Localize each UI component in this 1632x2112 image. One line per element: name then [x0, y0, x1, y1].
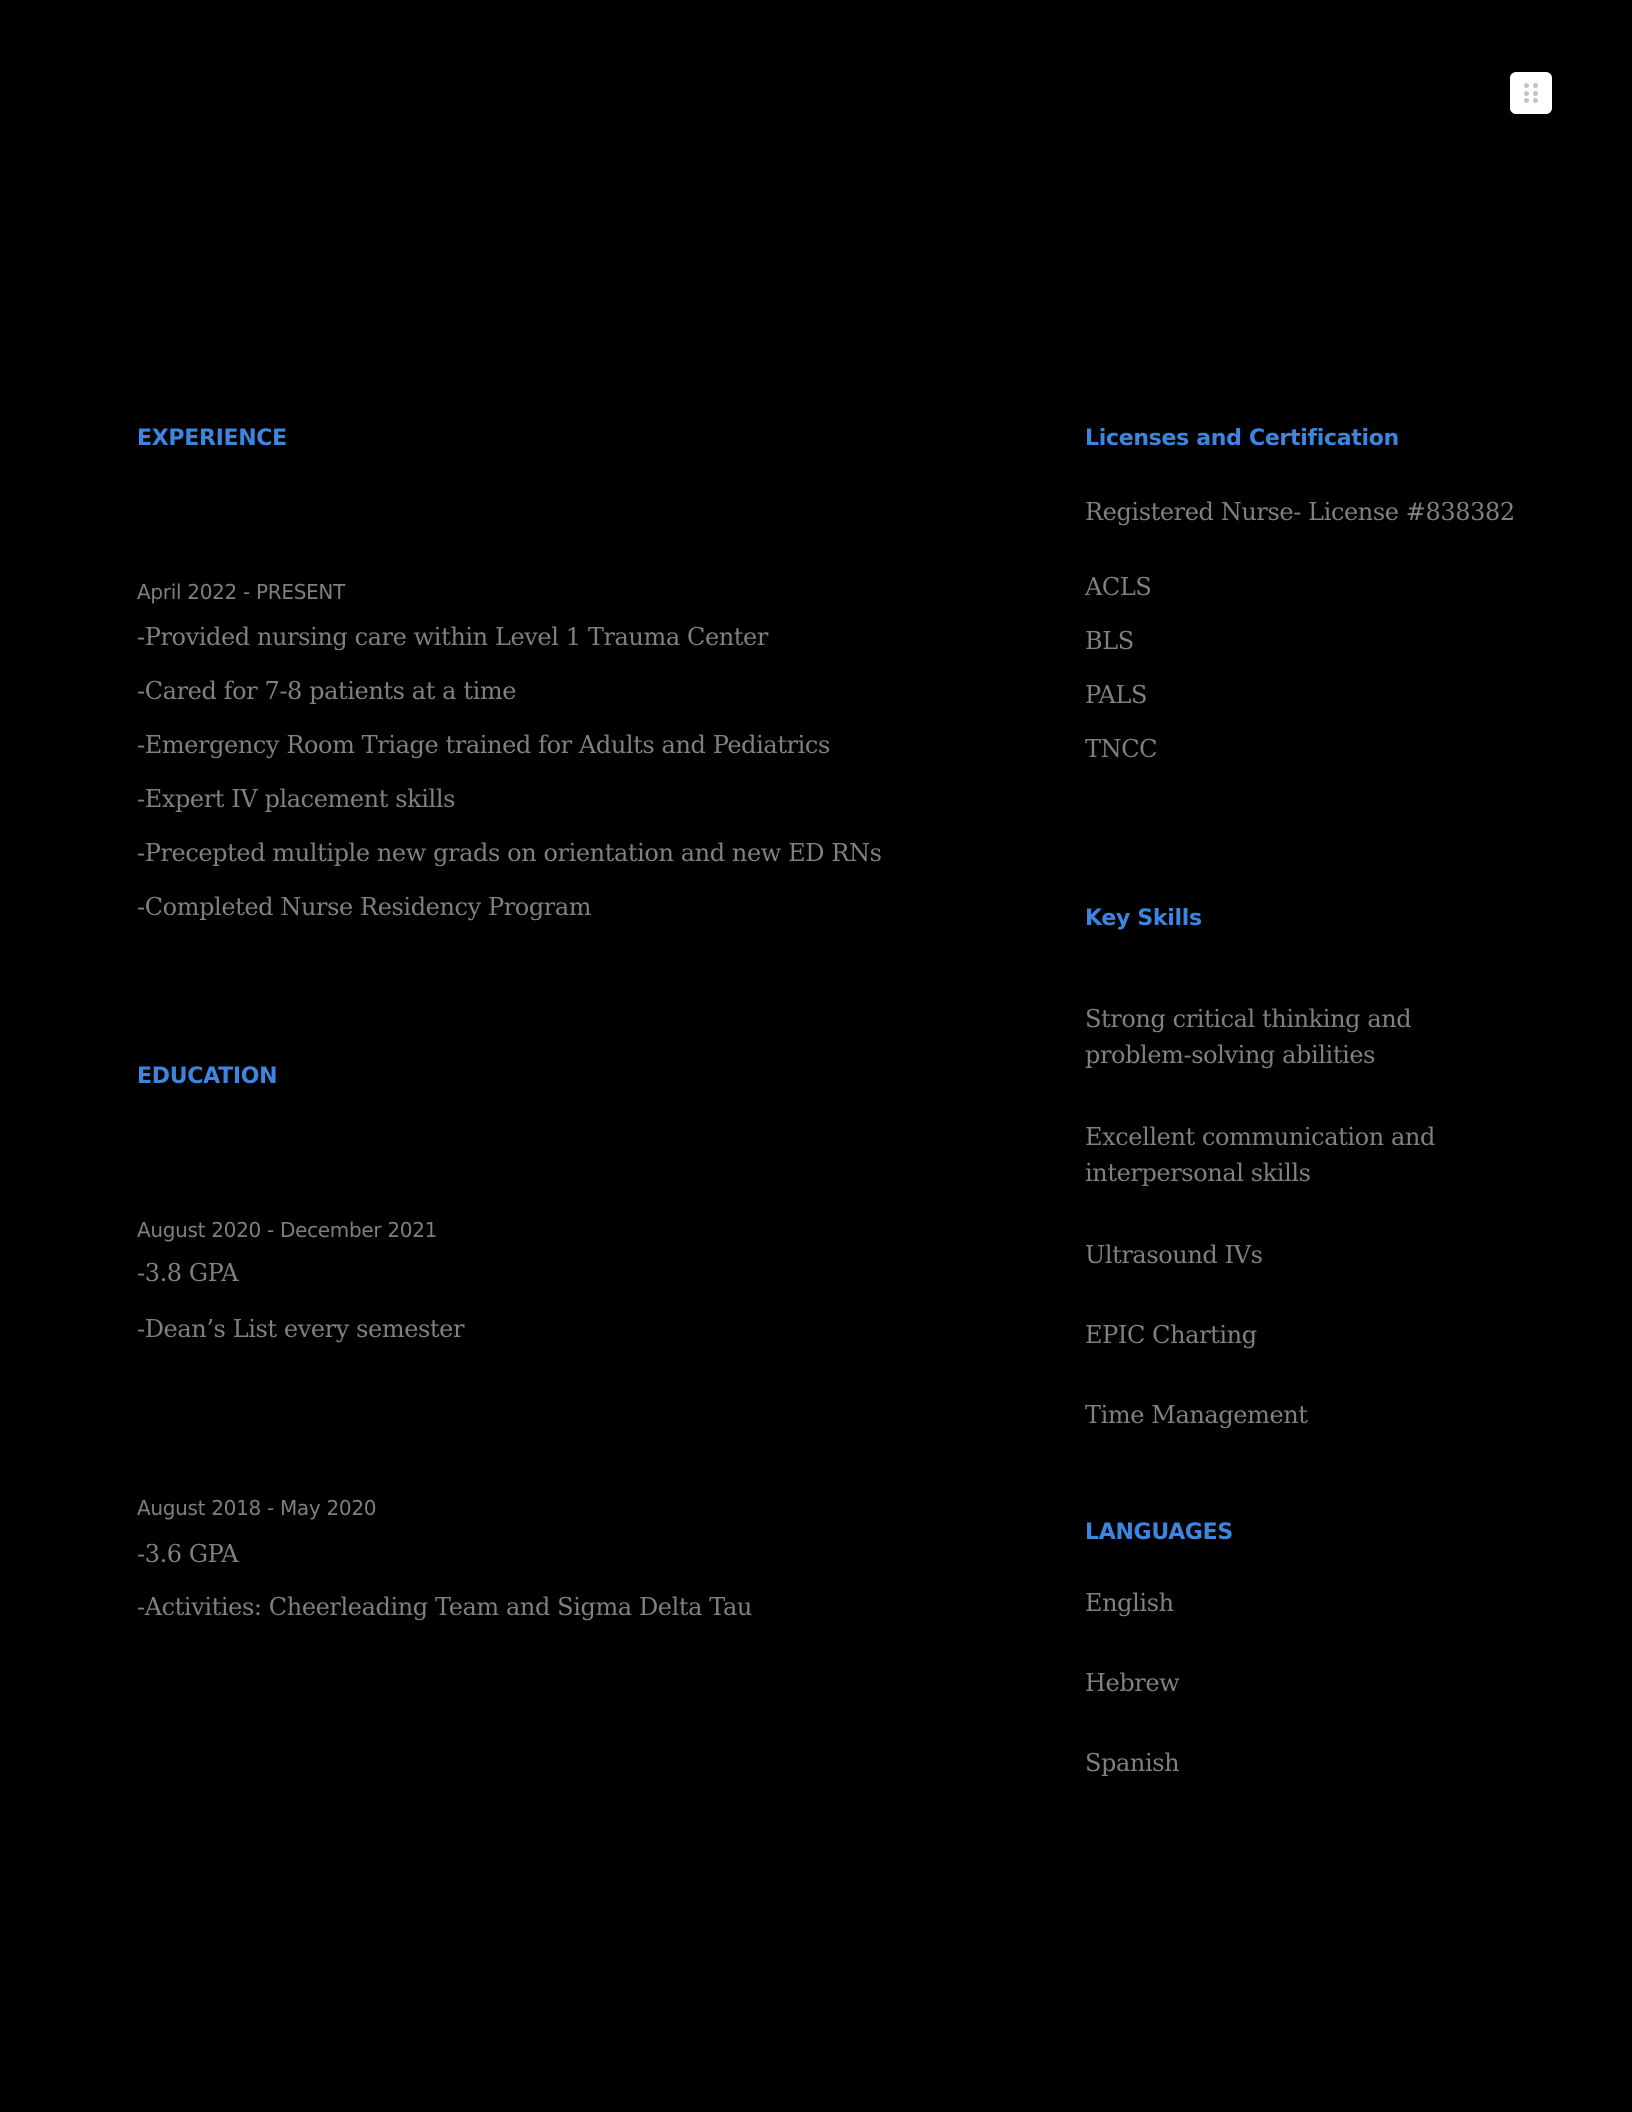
education-bullet: -3.8 GPA	[137, 1259, 239, 1287]
experience-bullet: -Completed Nurse Residency Program	[137, 893, 592, 921]
language-item: English	[1085, 1589, 1174, 1617]
education-bullet: -Dean’s List every semester	[137, 1315, 465, 1343]
experience-job-dates: April 2022 - PRESENT	[137, 580, 346, 604]
experience-bullet: -Expert IV placement skills	[137, 785, 456, 813]
languages-heading: LANGUAGES	[1085, 1520, 1233, 1545]
experience-bullet: -Emergency Room Triage trained for Adults and Pediatrics	[137, 731, 830, 759]
experience-bullet: -Precepted multiple new grads on orientation and new ED RNs	[137, 839, 882, 867]
skill-item: Time Management	[1085, 1401, 1308, 1429]
grid-dots-icon	[1524, 83, 1538, 103]
menu-button[interactable]	[1510, 72, 1552, 114]
education-bullet: -3.6 GPA	[137, 1540, 239, 1568]
language-item: Spanish	[1085, 1749, 1180, 1777]
skill-item: Excellent communication and interpersonal skills	[1085, 1123, 1435, 1187]
skill-item: Ultrasound IVs	[1085, 1241, 1263, 1269]
license-item: Registered Nurse- License #838382	[1085, 498, 1515, 526]
education-entry-dates: August 2020 - December 2021	[137, 1218, 438, 1242]
license-item: PALS	[1085, 681, 1148, 709]
licenses-heading: Licenses and Certification	[1085, 426, 1399, 451]
license-item: TNCC	[1085, 735, 1158, 763]
experience-bullet: -Provided nursing care within Level 1 Trauma Center	[137, 623, 768, 651]
language-item: Hebrew	[1085, 1669, 1180, 1697]
education-bullet: -Activities: Cheerleading Team and Sigma Delta Tau	[137, 1593, 752, 1621]
education-entry-dates: August 2018 - May 2020	[137, 1496, 377, 1520]
experience-bullet: -Cared for 7-8 patients at a time	[137, 677, 517, 705]
skill-item: Strong critical thinking and problem-solving abilities	[1085, 1005, 1412, 1069]
education-heading: EDUCATION	[137, 1064, 278, 1089]
skill-item: EPIC Charting	[1085, 1321, 1257, 1349]
skills-heading: Key Skills	[1085, 906, 1202, 931]
license-item: BLS	[1085, 627, 1134, 655]
license-item: ACLS	[1085, 573, 1152, 601]
experience-heading: EXPERIENCE	[137, 426, 287, 451]
